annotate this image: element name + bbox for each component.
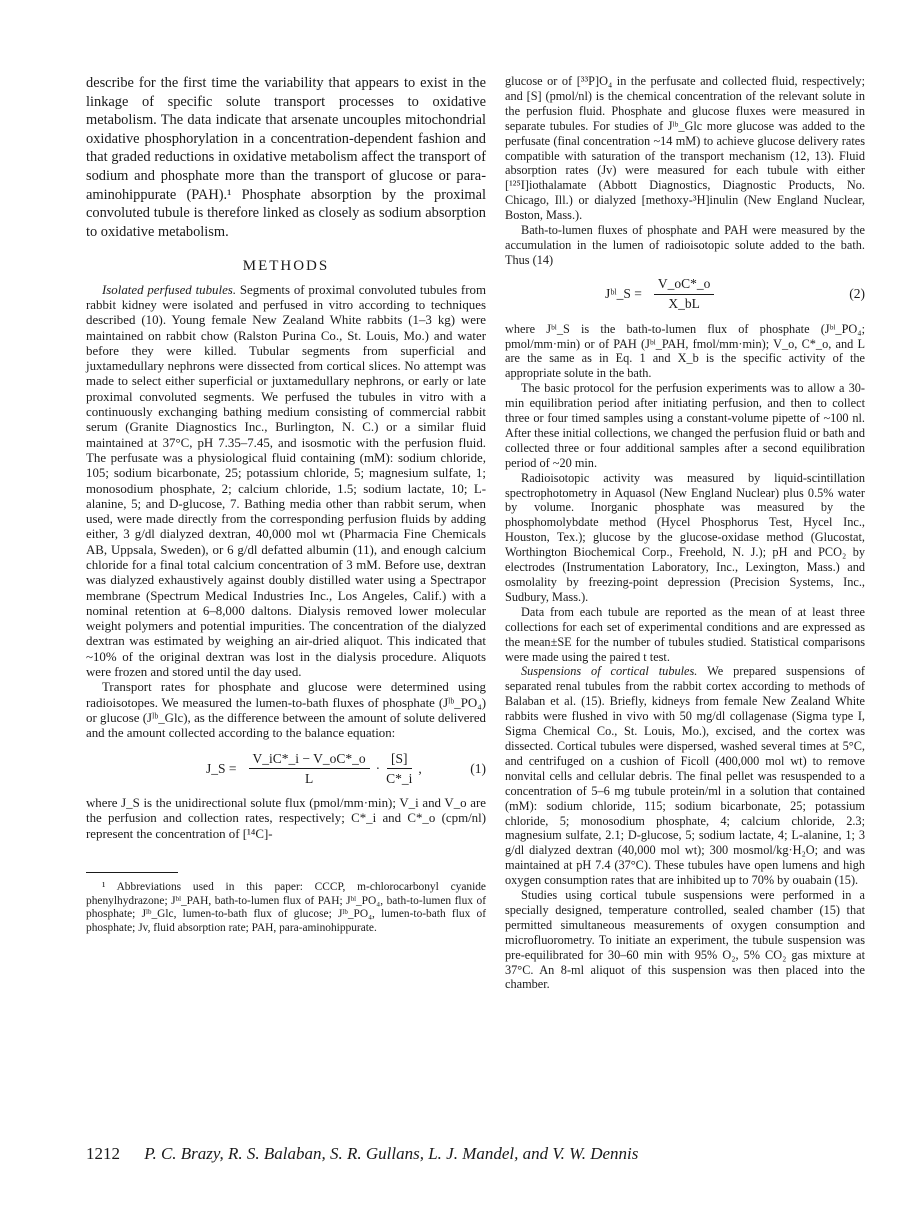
- equation-1-numerator-b: [S]: [387, 751, 412, 769]
- intro-paragraph: describe for the first time the variability that appears to exist in the linkage of specific solute transport processes to oxidative metabolism. The data indicate that arsenate uncouples mitochondrial oxidative phosphorylation in a concentration-dependent fashion and that graded reductions in oxidative metabolism affect the transport of sodium and phosphate more than the transport of glucose or para-aminohippurate (PAH).¹ Phosphate absorption by the proximal convoluted tubule is therefore linked as closely as sodium absorption to oxidative metabolism.: [86, 75, 486, 240]
- equation-2-number: (2): [849, 285, 865, 301]
- author-list: P. C. Brazy, R. S. Balaban, S. R. Gullans, L. J. Mandel, and V. W. Dennis: [144, 1144, 639, 1163]
- equation-1-fraction-a: [249, 751, 370, 787]
- equation-1: [86, 751, 486, 787]
- equation-2-definitions: where Jᵇˡ_S is the bath-to-lumen flux of phosphate (Jᵇˡ_PO₄; pmol/mm·min) or of PAH (Jᵇˡ_PAH, fmol/mm·min); V_o, C*_o, and L are the same as in Eq. 1 and X_b is the specific activity of the appropriate solute in the bath.: [505, 321, 865, 381]
- equation-1-dot: ·: [375, 760, 381, 776]
- methods-paragraph-isolated-tubules: [86, 283, 486, 681]
- equation-1-number: (1): [470, 760, 486, 776]
- right-column: [505, 74, 865, 992]
- equation-1-denominator-b: C*_i: [386, 770, 413, 786]
- footnote-abbreviations: ¹ Abbreviations used in this paper: CCCP, m-chlorocarbonyl cyanide phenylhydrazone; Jᵇˡ_PAH, bath-to-lumen flux of PAH; Jᵇˡ_PO₄, bath-to-lumen flux of phosphate; Jˡᵇ_Glc, lumen-to-bath flux of glucose; Jˡᵇ_PO₄, lumen-to-bath flux of phosphate; Jv, fluid absorption rate; PAH, para-aminohippurate.: [86, 881, 486, 934]
- cortical-tubules-text: We prepared suspensions of separated renal tubules from the rabbit cortex according to methods of Balaban et al. (15). Briefly, kidneys from female New Zealand White rabbits were flushed in vivo with 50 mg/dl collagenase (Sigma type I, Sigma Chemical Co., St. Louis, Mo.), excised, and the cortex was dissected. Cortical tubules were dispersed, washed several times at 5°C, and centrifuged on a cushion of Ficoll (400,000 mol wt) to remove nonvital cells and cellular debris. The final pellet was resuspended to a concentration of 5–6 mg tubule protein/ml in a solution that contained (mM): sodium chloride, 115; sodium bicarbonate, 25; potassium chloride, 5; monosodium phosphate, 4; calcium chloride, 2.3; magnesium sulfate, 2.1; D-glucose, 5; sodium lactate, 4; L-alanine, 1; 3 g/dl dialyzed dextran (40,000 mol wt); 300 mosmol/kg·H₂O; and was maintained at pH 7.4 (37°C). These tubules have open lumens and high oxygen consumption rates that are inhibited up to 70% by ouabain (15).: [505, 664, 865, 888]
- protocol-paragraph: The basic protocol for the perfusion experiments was to allow a 30-min equilibration period after initiating perfusion, and then to collect three or four timed samples using a constant-volume pipette of ~100 nl. After these initial collections, we changed the perfusion fluid or bath and collected three or four additional samples after a second equilibration period of ~20 min.: [505, 381, 865, 470]
- left-column: [86, 74, 486, 935]
- subsection-title-cortical-tubules: Suspensions of cortical tubules.: [521, 664, 698, 679]
- continued-paragraph: glucose or of [³³P]O₄ in the perfusate and collected fluid, respectively; and [S] (pmol/nl) is the chemical concentration of the relevant solute in the perfusion fluid. Phosphate and glucose fluxes were measured in separate tubules. For studies of Jˡᵇ_Glc more glucose was added to the perfusate (final concentration ~14 mM) to achieve glucose delivery rates compatible with saturation of the transport mechanism (12, 13). Fluid absorption rates (Jv) were measured for each tubule with either [¹²⁵I]iothalamate (Abbott Diagnostics, Diagnostic Products, No. Chicago, Ill.) or dialyzed [methoxy-³H]inulin (New England Nuclear, Boston, Mass.).: [505, 74, 865, 223]
- transport-rates-paragraph: Transport rates for phosphate and glucose were determined using radioisotopes. We measured the lumen-to-bath fluxes of phosphate (Jˡᵇ_PO₄) or glucose (Jˡᵇ_Glc), as the difference between the amount of solute delivered and the amount collected according to the balance equation:: [86, 680, 486, 741]
- chamber-paragraph: Studies using cortical tubule suspensions were performed in a specially designed, temperature controlled, sealed chamber (15) that permitted simultaneous measurements of oxygen consumption and microfluorometry. To initiate an experiment, the tubule suspension was pre-equilibrated for 30–60 min with 95% O₂, 5% CO₂ gas mixture at 37°C. An 8-ml aliquot of this suspension was then placed into the chamber.: [505, 888, 865, 992]
- subsection-title-isolated-tubules: Isolated perfused tubules.: [102, 282, 237, 297]
- equation-1-definitions: where J_S is the unidirectional solute flux (pmol/mm·min); V_i and V_o are the perfusion and collection rates, respectively; C*_i and C*_o (cpm/nl) represent the concentration of [¹⁴C]-: [86, 796, 486, 841]
- equation-2-fraction: [654, 277, 715, 312]
- footnote-rule: [86, 872, 178, 873]
- equation-1-fraction-b: [386, 751, 412, 787]
- equation-1-numerator-a: V_iC*_i − V_oC*_o: [249, 751, 370, 769]
- equation-2-denominator: X_bL: [668, 295, 700, 311]
- equation-2-numerator: V_oC*_o: [654, 277, 715, 295]
- section-heading-methods: METHODS: [242, 258, 330, 275]
- cortical-tubules-paragraph: [505, 664, 865, 888]
- isolated-tubules-text: Segments of proximal convoluted tubules from rabbit kidney were isolated and perfused in vitro according to techniques described (10). Young female New Zealand White rabbits (1–3 kg) were maintained on rabbit chow (Ralston Purina Co., St. Louis, Mo.) and water before they were killed. Tubular segments from superficial and juxtamedullary nephrons were dissected from cortical slices. No attempt was made to select either superficial or juxtamedullary nephrons, or early or late proximal convoluted segments. We perfused the tubules in vitro with a continuously exchanging bathing medium consisting of commercial rabbit serum (Granite Diagnostics Inc., Burlington, N. C.) or a similar fluid maintained at 37°C, pH 7.35–7.45, and isosmotic with the perfusion fluid. The perfusate was a physiological fluid containing (mM): sodium chloride, 105; sodium bicarbonate, 25; potassium chloride, 5; magnesium sulfate, 1; monosodium phosphate, 2; calcium chloride, 1.5; sodium lactate, 10; L-alanine, 5; and D-glucose, 7. Bathing media other than rabbit serum, when used, were made directly from the corresponding perfusion fluids by adding either, 3 g/dl dialyzed dextran, 40,000 mol wt (Pharmacia Fine Chemicals AB, Uppsala, Sweden), or 6 g/dl defatted albumin (11), and enough calcium chloride for a final total calcium concentration of 3 mM. Before use, dextran was dialyzed exhaustively against doubly distilled water using a Spectrapor membrane (Spectrum Medical Industries Inc., Los Angeles, Calif.) with a nominal retention at 6–8,000 daltons. Dialysis removed lower molecular weight polymers and potential impurities. The concentration of the dialyzed dextran was estimated by weighing an air-dried aliquot. This indicated that ~10% of the original dextran was lost in the dialysis procedure. Aliquots were frozen and stored until the day used.: [86, 282, 486, 680]
- equation-1-denominator-a: L: [304, 770, 314, 786]
- statistics-paragraph: Data from each tubule are reported as the mean of at least three collections for each set of experimental conditions and are expressed as the mean±SE for the number of tubules studied. Statistical comparisons were made using the paired t test.: [505, 604, 865, 664]
- equation-2-lhs: Jᵇˡ_S =: [605, 285, 642, 301]
- equation-2: [505, 277, 865, 312]
- equation-1-lhs: J_S =: [206, 760, 237, 776]
- equation-1-comma: ,: [418, 760, 422, 776]
- bath-to-lumen-paragraph: Bath-to-lumen fluxes of phosphate and PAH were measured by the accumulation in the lumen of radioisotopic solute added to the bath. Thus (14): [505, 223, 865, 267]
- radioisotope-paragraph: Radioisotopic activity was measured by liquid-scintillation spectrophotometry in Aquasol (New England Nuclear) plus 0.5% water by volume. Inorganic phosphate was measured by the phosphomolybdate method (Hycel Phosphorus Test, Hycel Inc., Houston, Tex.); glucose by the glucose-oxidase method (Glucostat, Worthington Biochemical Corp., Freehold, N. J.); pH and PCO₂ by electrodes (Instrumentation Laboratory, Inc., Lexington, Mass.) and osmolality by freezing-point depression (Precision Systems, Inc., Sudbury, Mass.).: [505, 470, 865, 604]
- page-number: 1212: [86, 1144, 120, 1163]
- page-footer: [86, 1144, 866, 1164]
